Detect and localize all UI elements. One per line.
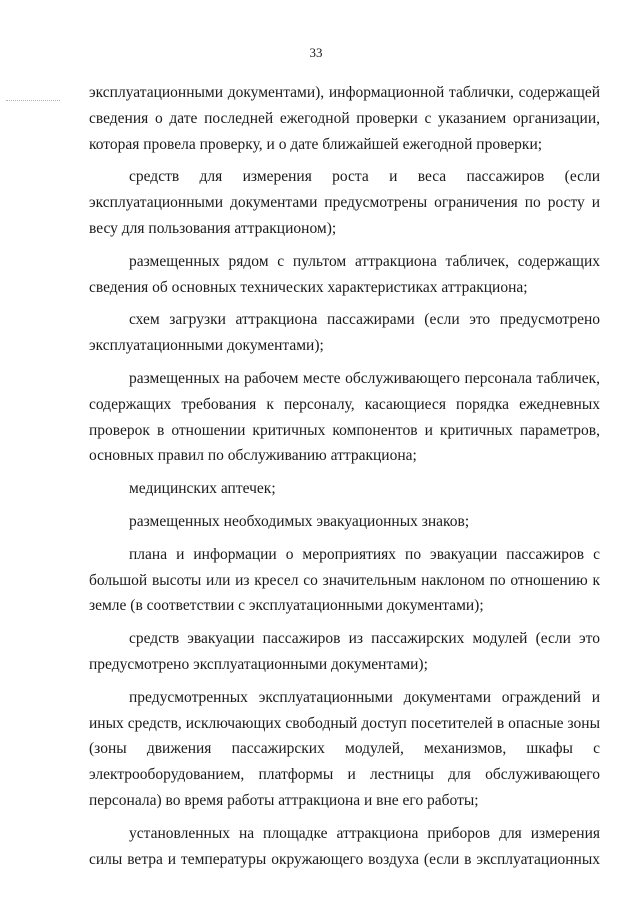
paragraph: медицинских аптечек; <box>129 480 276 498</box>
scan-artifact <box>6 100 60 103</box>
paragraph: размещенных на рабочем месте обслуживающего персонала табличек, содержащих требования к персоналу, касающиеся порядка ежедневных проверок в отношении критичных компонентов и критичных параметров, основных правил по обслуживанию аттракциона; <box>89 369 600 465</box>
paragraph: размещенных рядом с пультом аттракциона табличек, содержащих сведения об основных технических характеристиках аттракциона; <box>89 252 600 296</box>
paragraph: средств для измерения роста и веса пассажиров (если эксплуатационными документами предусмотрены ограничения по росту и весу для пользования аттракционом); <box>89 168 600 237</box>
paragraph: эксплуатационными документами), информационной таблички, содержащей сведения о дате последней ежегодной проверки с указанием организации, которая провела проверку, и о дате ближайшей ежегодной проверки; <box>89 84 600 153</box>
paragraph: средств эвакуации пассажиров из пассажирских модулей (если это предусмотрено эксплуатационными документами); <box>89 630 600 673</box>
page-number: 33 <box>309 45 323 60</box>
paragraph: плана и информации о мероприятиях по эвакуации пассажиров с большой высоты или из кресел со значительным наклоном по отношению к земле (в соответствии с эксплуатационными документами); <box>89 545 600 615</box>
paragraph: размещенных необходимых эвакуационных знаков; <box>129 512 470 530</box>
paragraph: предусмотренных эксплуатационными документами ограждений и иных средств, исключающих свободный доступ посетителей в опасные зоны (зоны движения пассажирских модулей, механизмов, шкафы с электрооборудованием, платформы и лестницы для обслуживающего персонала) во время работы аттракциона и вне его работы; <box>89 688 600 809</box>
body-text <box>89 80 600 872</box>
paragraph: схем загрузки аттракциона пассажирами (если это предусмотрено эксплуатационными документами); <box>89 311 600 355</box>
paragraph: установленных на площадке аттракциона приборов для измерения силы ветра и температуры окружающего воздуха (если в эксплуатационных <box>89 824 600 868</box>
